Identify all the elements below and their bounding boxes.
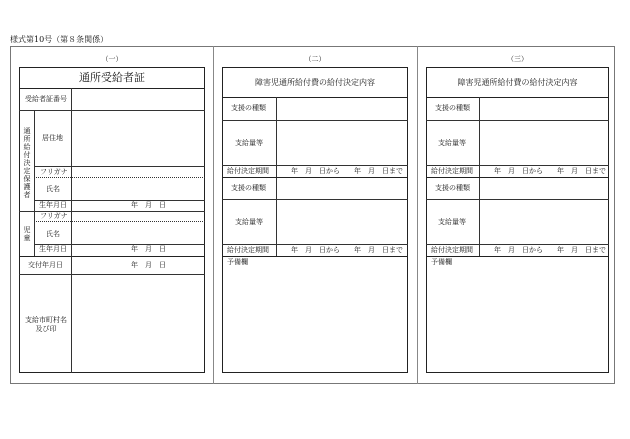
p3-support-type-1: 支援の種類 (435, 104, 470, 112)
p2-period-text-2: 年 月 日から 年 月 日まで (291, 246, 403, 254)
p3-period-label-2: 給付決定期間 (431, 246, 473, 254)
p2-period-label-1: 給付決定期間 (227, 167, 269, 175)
name-label: 氏名 (46, 185, 60, 193)
form-title: 様式第10号（第８条関係） (10, 35, 109, 44)
issue-label: 交付年月日 (28, 261, 63, 269)
p2-remarks-label: 予備欄 (227, 258, 248, 266)
fold-line-1 (213, 46, 214, 384)
guardian-label: 通所給付決定保護者 (23, 127, 31, 199)
p3-period-label-1: 給付決定期間 (431, 167, 473, 175)
panel3-number: （三） (507, 55, 528, 63)
p2-support-type-2: 支援の種類 (231, 184, 266, 192)
child-label: 児童 (23, 226, 31, 242)
fold-line-2 (417, 46, 418, 384)
birth-date: 年 月 日 (131, 201, 166, 209)
p2-period-label-2: 給付決定期間 (227, 246, 269, 254)
panel1-number: （一） (101, 55, 123, 63)
birth-label: 生年月日 (39, 201, 67, 209)
panel2-title: 障害児通所給付費の給付決定内容 (255, 78, 375, 87)
p2-amount-2: 支給量等 (235, 218, 263, 226)
furigana-label: フリガナ (40, 168, 68, 176)
panel2-number: （二） (304, 55, 326, 63)
p2-support-type-1: 支援の種類 (231, 104, 266, 112)
child-name-label: 氏名 (46, 230, 60, 238)
p2-period-text-1: 年 月 日から 年 月 日まで (291, 167, 403, 175)
p3-amount-1: 支給量等 (438, 139, 466, 147)
p3-period-text-2: 年 月 日から 年 月 日まで (494, 246, 606, 254)
panel3-title: 障害児通所給付費の給付決定内容 (457, 78, 578, 87)
panel1-title-rule (19, 88, 205, 89)
p3-period-text-1: 年 月 日から 年 月 日まで (494, 167, 606, 175)
municipality-label: 支給市町村名及び印 (25, 316, 67, 333)
cert-no-label: 受給者証番号 (25, 95, 67, 103)
address-label: 居住地 (42, 134, 63, 142)
p3-support-type-2: 支援の種類 (435, 184, 470, 192)
p2-amount-1: 支給量等 (235, 139, 263, 147)
child-furigana-label: フリガナ (40, 212, 68, 220)
child-birth-label: 生年月日 (39, 245, 67, 253)
p3-remarks-label: 予備欄 (431, 258, 452, 266)
panel1-title: 通所受給者証 (79, 71, 145, 84)
p3-amount-2: 支給量等 (438, 218, 466, 226)
child-birth-date: 年 月 日 (131, 245, 166, 253)
issue-date: 年 月 日 (131, 261, 166, 269)
